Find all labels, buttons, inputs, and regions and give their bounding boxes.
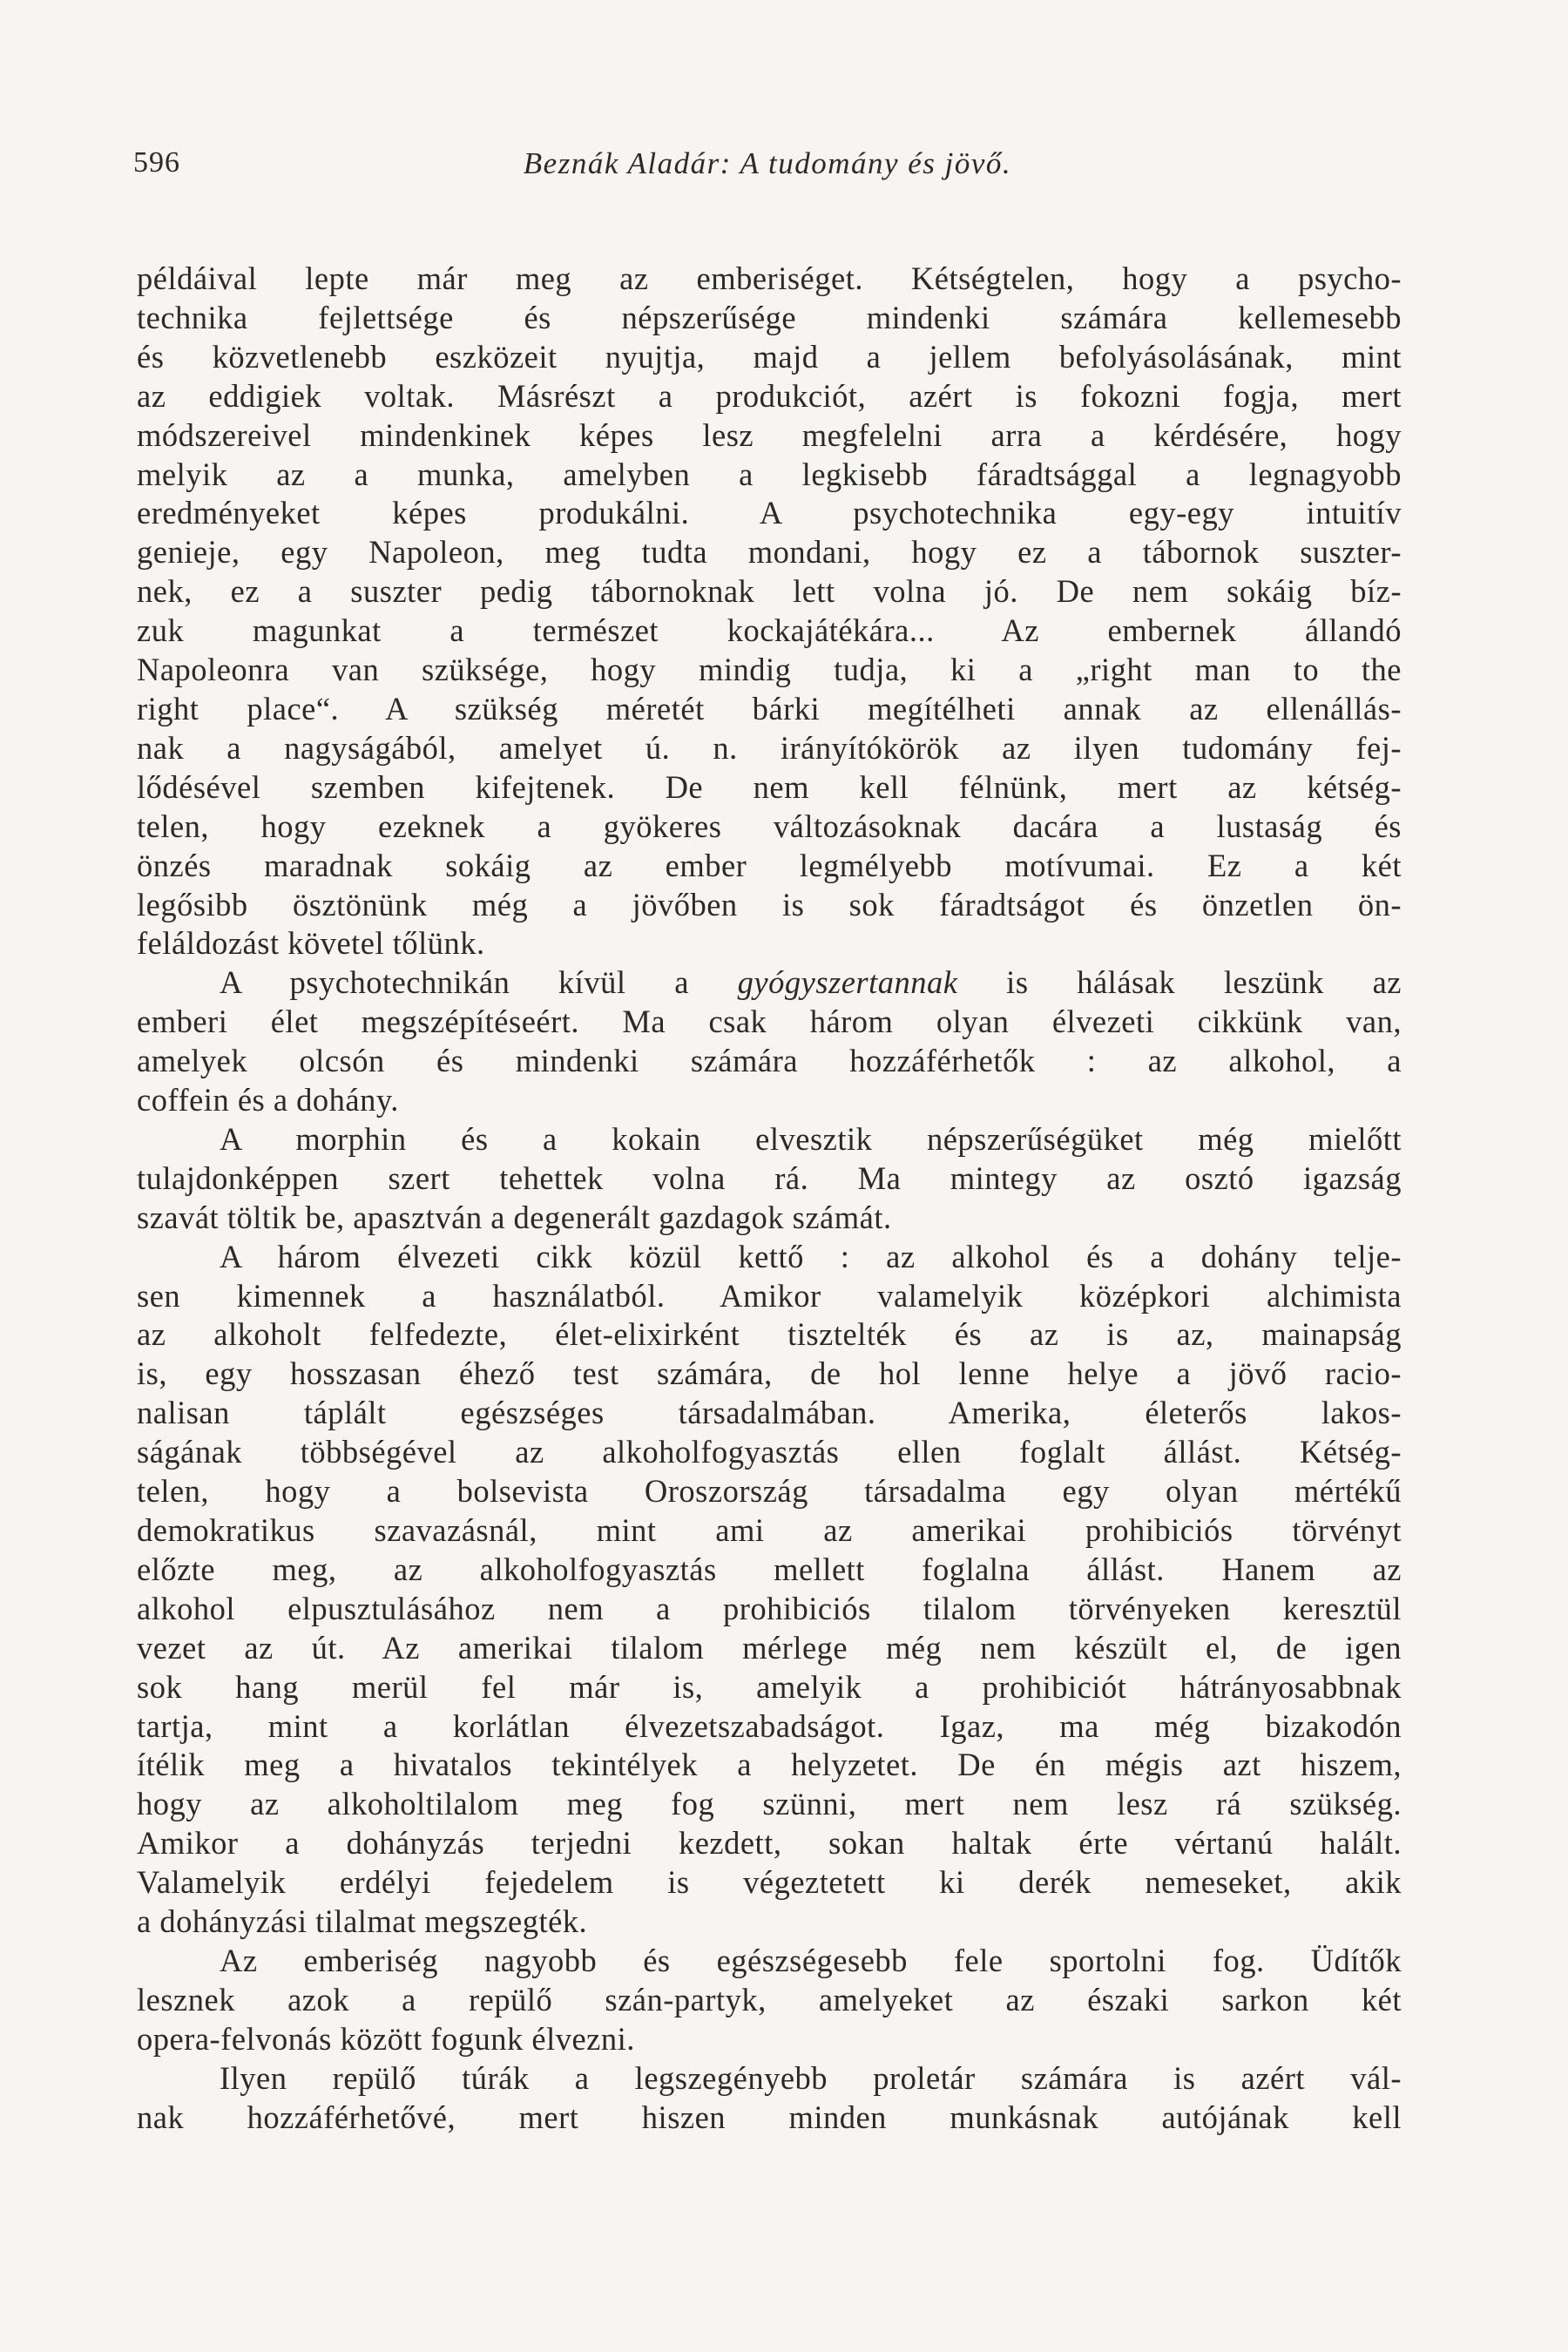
text-line: sen kimennek a használatból. Amikor valamelyik középkori alchimista bbox=[137, 1277, 1402, 1314]
text-line: vezet az út. Az amerikai tilalom mérlege még nem készült el, de igen bbox=[137, 1629, 1402, 1666]
paragraph-1 bbox=[137, 260, 1402, 963]
text-line bbox=[137, 963, 1402, 1003]
paragraph-2 bbox=[137, 963, 1402, 1120]
text-line: opera-felvonás között fogunk élvezni. bbox=[137, 2020, 635, 2057]
text-line: lesznek azok a repülő szán-partyk, amelyeket az északi sarkon két bbox=[137, 1981, 1402, 2017]
emphasis-gyogyszertannak: gyógyszertannak bbox=[737, 964, 958, 1001]
text-segment: is hálásak leszünk az bbox=[957, 964, 1402, 1001]
text-line: és közvetlenebb eszközeit nyujtja, majd a jellem befolyásolásának, mint bbox=[137, 338, 1402, 375]
paragraph-3 bbox=[137, 1120, 1402, 1238]
text-line: legősibb ösztönünk még a jövőben is sok fáradtságot és önzetlen ön- bbox=[137, 886, 1402, 923]
text-line: módszereivel mindenkinek képes lesz megfelelni arra a kérdésére, hogy bbox=[137, 416, 1402, 453]
text-line: nak hozzáférhetővé, mert hiszen minden munkásnak autójának kell bbox=[137, 2099, 1402, 2135]
text-line: feláldozást követel tőlünk. bbox=[137, 925, 485, 962]
text-line: példáival lepte már meg az emberiséget. Kétségtelen, hogy a psycho- bbox=[137, 260, 1402, 296]
text-line: előzte meg, az alkoholfogyasztás mellett foglalna állást. Hanem az bbox=[137, 1551, 1402, 1587]
text-line: tartja, mint a korlátlan élvezetszabadságot. Igaz, ma még bizakodón bbox=[137, 1707, 1402, 1744]
text-line: zuk magunkat a természet kockajátékára... Az embernek állandó bbox=[137, 612, 1402, 649]
text-line: eredményeket képes produkálni. A psychotechnika egy-egy intuitív bbox=[137, 495, 1402, 531]
text-line: nalisan táplált egészséges társadalmában. Amerika, életerős lakos- bbox=[137, 1395, 1402, 1431]
text-line: szavát töltik be, apasztván a degenerált gazdagok számát. bbox=[137, 1199, 892, 1235]
body-text bbox=[137, 260, 1402, 2138]
text-line: nak a nagyságából, amelyet ú. n. irányítókörök az ilyen tudomány fej- bbox=[137, 729, 1402, 766]
text-segment: A psychotechnikán kívül a bbox=[220, 964, 738, 1001]
text-line: Ilyen repülő túrák a legszegényebb proletár számára is azért vál- bbox=[220, 2059, 1402, 2096]
text-line: a dohányzási tilalmat megszegték. bbox=[137, 1903, 588, 1940]
text-line: hogy az alkoholtilalom meg fog szünni, mert nem lesz rá szükség. bbox=[137, 1786, 1402, 1822]
text-line: coffein és a dohány. bbox=[137, 1082, 399, 1119]
text-line: genieje, egy Napoleon, meg tudta mondani, hogy ez a tábornok suszter- bbox=[137, 534, 1402, 571]
text-line: melyik az a munka, amelyben a legkisebb fáradtsággal a legnagyobb bbox=[137, 456, 1402, 492]
text-line: az eddigiek voltak. Másrészt a produkciót, azért is fokozni fogja, mert bbox=[137, 377, 1402, 414]
running-title: Beznák Aladár: A tudomány és jövő. bbox=[523, 146, 1012, 180]
text-line: nek, ez a suszter pedig tábornoknak lett volna jó. De nem sokáig bíz- bbox=[137, 573, 1402, 610]
text-line: Valamelyik erdélyi fejedelem is végeztetett ki derék nemeseket, akik bbox=[137, 1864, 1402, 1901]
page-number: 596 bbox=[133, 146, 180, 179]
text-line: is, egy hosszasan éhező test számára, de hol lenne helye a jövő racio- bbox=[137, 1355, 1402, 1392]
paragraph-5 bbox=[137, 1942, 1402, 2059]
text-line: lődésével szemben kifejtenek. De nem kell félnünk, mert az kétség- bbox=[137, 768, 1402, 805]
text-line: right place“. A szükség méretét bárki megítélheti annak az ellenállás- bbox=[137, 690, 1402, 727]
text-line: Az emberiség nagyobb és egészségesebb fele sportolni fog. Üdítők bbox=[220, 1942, 1402, 1978]
running-head bbox=[133, 146, 1402, 190]
text-line: telen, hogy a bolsevista Oroszország társadalma egy olyan mértékű bbox=[137, 1473, 1402, 1510]
text-line: ságának többségével az alkoholfogyasztás ellen foglalt állást. Kétség- bbox=[137, 1434, 1402, 1470]
text-line: telen, hogy ezeknek a gyökeres változásoknak dacára a lustaság és bbox=[137, 808, 1402, 844]
text-line: emberi élet megszépítéseért. Ma csak három olyan élvezeti cikkünk van, bbox=[137, 1004, 1402, 1040]
text-line: technika fejlettsége és népszerűsége mindenki számára kellemesebb bbox=[137, 299, 1402, 335]
text-line: önzés maradnak sokáig az ember legmélyebb motívumai. Ez a két bbox=[137, 847, 1402, 883]
text-line: tulajdonképpen szert tehettek volna rá. Ma mintegy az osztó igazság bbox=[137, 1159, 1402, 1196]
text-line: ítélik meg a hivatalos tekintélyek a helyzetet. De én mégis azt hiszem, bbox=[137, 1747, 1402, 1783]
paragraph-6 bbox=[137, 2059, 1402, 2138]
text-line: Napoleonra van szüksége, hogy mindig tudja, ki a „right man to the bbox=[137, 652, 1402, 688]
text-line: A morphin és a kokain elvesztik népszerűségüket még mielőtt bbox=[220, 1120, 1402, 1157]
text-line: Amikor a dohányzás terjedni kezdett, sokan haltak érte vértanú halált. bbox=[137, 1825, 1402, 1862]
text-line: A három élvezeti cikk közül kettő : az alkohol és a dohány telje- bbox=[220, 1238, 1402, 1274]
text-line: amelyek olcsón és mindenki számára hozzáférhetők : az alkohol, a bbox=[137, 1043, 1402, 1079]
paragraph-4 bbox=[137, 1238, 1402, 1942]
text-line: alkohol elpusztulásához nem a prohibiciós tilalom törvényeken keresztül bbox=[137, 1590, 1402, 1626]
text-line: az alkoholt felfedezte, élet-elixirként tisztelték és az is az, mainapság bbox=[137, 1316, 1402, 1353]
text-line: demokratikus szavazásnál, mint ami az amerikai prohibiciós törvényt bbox=[137, 1512, 1402, 1548]
text-line: sok hang merül fel már is, amelyik a prohibiciót hátrányosabbnak bbox=[137, 1668, 1402, 1705]
